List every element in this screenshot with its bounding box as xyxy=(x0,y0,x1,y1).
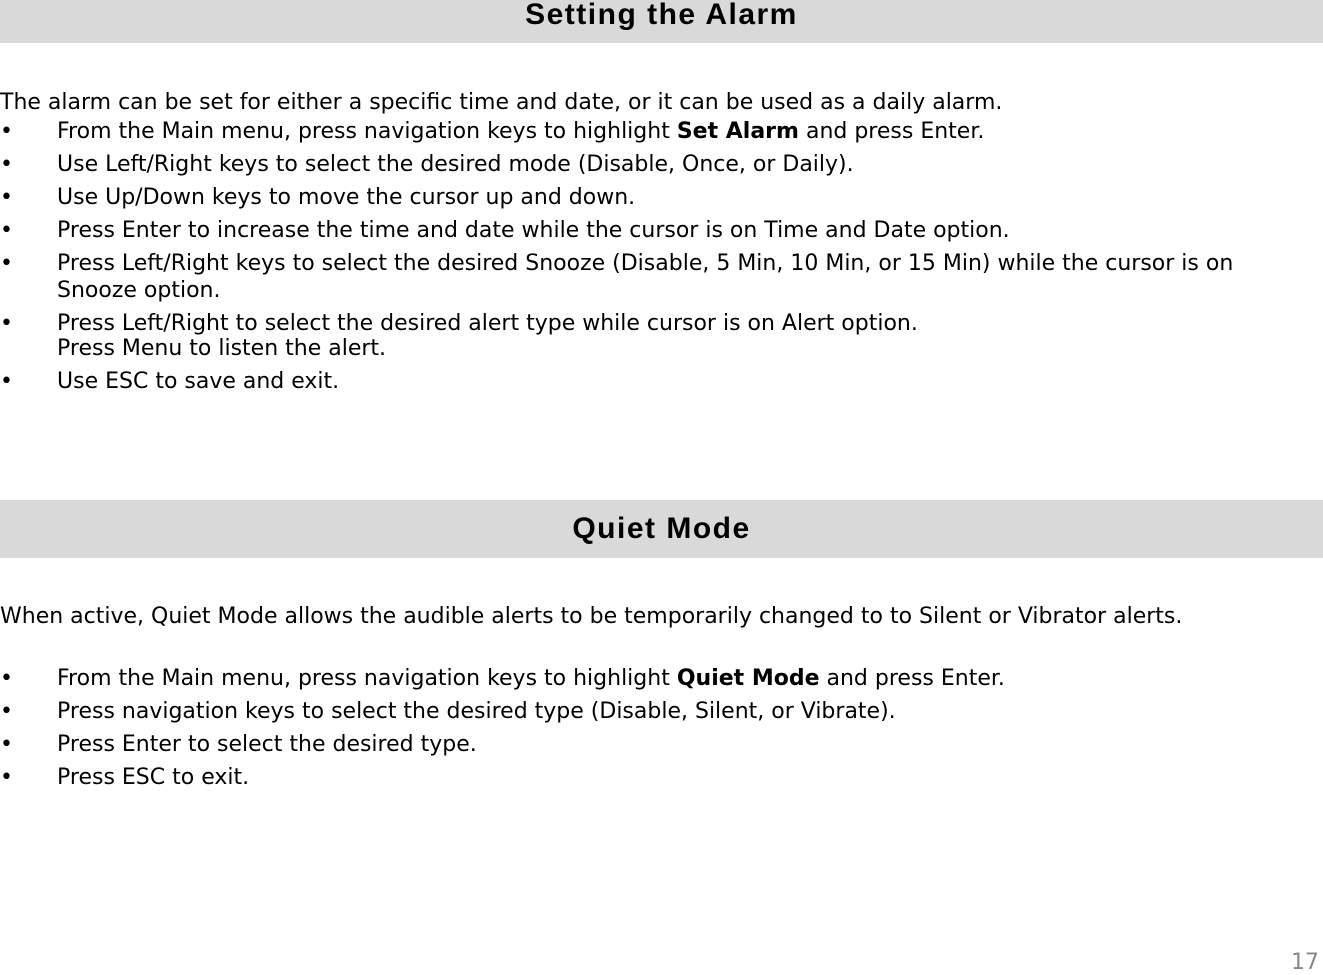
bullet: • xyxy=(0,765,13,790)
step-text-continued: Press Menu to listen the alert. xyxy=(57,336,387,361)
quiet-intro-text: When active, Quiet Mode allows the audible alerts to be temporarily changed to to Silent or Vibrator alerts. xyxy=(0,604,1183,629)
bullet: • xyxy=(0,185,13,210)
list-item xyxy=(0,764,1300,791)
list-item xyxy=(0,217,1300,244)
list-item xyxy=(0,151,1300,178)
list-item xyxy=(0,368,1300,395)
step-text: From the Main menu, press navigation keys to highlight xyxy=(57,119,677,144)
list-item xyxy=(0,665,1300,692)
step-text: Press navigation keys to select the desired type (Disable, Silent, or Vibrate). xyxy=(57,699,896,724)
section-title: Setting the Alarm xyxy=(525,0,798,31)
bullet: • xyxy=(0,119,13,144)
bullet: • xyxy=(0,152,13,177)
list-item xyxy=(0,698,1300,725)
bullet: • xyxy=(0,732,13,757)
bullet: • xyxy=(0,251,13,276)
bullet: • xyxy=(0,699,13,724)
section-header-setting-alarm xyxy=(0,0,1323,43)
alarm-steps-list xyxy=(0,118,1300,401)
section-title: Quiet Mode xyxy=(572,512,751,545)
alarm-intro-text: The alarm can be set for either a specific time and date, or it can be used as a daily alarm. xyxy=(0,90,1003,115)
bullet: • xyxy=(0,666,13,691)
bullet: • xyxy=(0,311,13,336)
step-text: and press Enter. xyxy=(798,119,985,144)
list-item xyxy=(0,310,1300,362)
list-item xyxy=(0,118,1300,145)
step-text: Use ESC to save and exit. xyxy=(57,369,340,394)
step-text: Press Left/Right to select the desired alert type while cursor is on Alert option. xyxy=(57,311,918,336)
step-keyword: Set Alarm xyxy=(676,119,799,144)
step-text: Use Left/Right keys to select the desired mode (Disable, Once, or Daily). xyxy=(57,152,854,177)
step-text: Press Enter to increase the time and date while the cursor is on Time and Date option. xyxy=(57,218,1010,243)
step-keyword: Quiet Mode xyxy=(676,666,820,691)
section-header-quiet-mode xyxy=(0,500,1323,558)
step-text: Press ESC to exit. xyxy=(57,765,250,790)
bullet: • xyxy=(0,218,13,243)
step-text: From the Main menu, press navigation keys to highlight xyxy=(57,666,677,691)
step-text: Press Enter to select the desired type. xyxy=(57,732,477,757)
list-item xyxy=(0,731,1300,758)
list-item xyxy=(0,250,1300,304)
step-text: Press Left/Right keys to select the desired Snooze (Disable, 5 Min, 10 Min, or 15 Min) while the cursor is on Snooze option. xyxy=(57,251,1234,303)
step-text: Use Up/Down keys to move the cursor up and down. xyxy=(57,185,636,210)
list-item xyxy=(0,184,1300,211)
step-text: and press Enter. xyxy=(819,666,1005,691)
quiet-steps-list xyxy=(0,665,1300,797)
bullet: • xyxy=(0,369,13,394)
page-number: 17 xyxy=(1291,950,1319,975)
